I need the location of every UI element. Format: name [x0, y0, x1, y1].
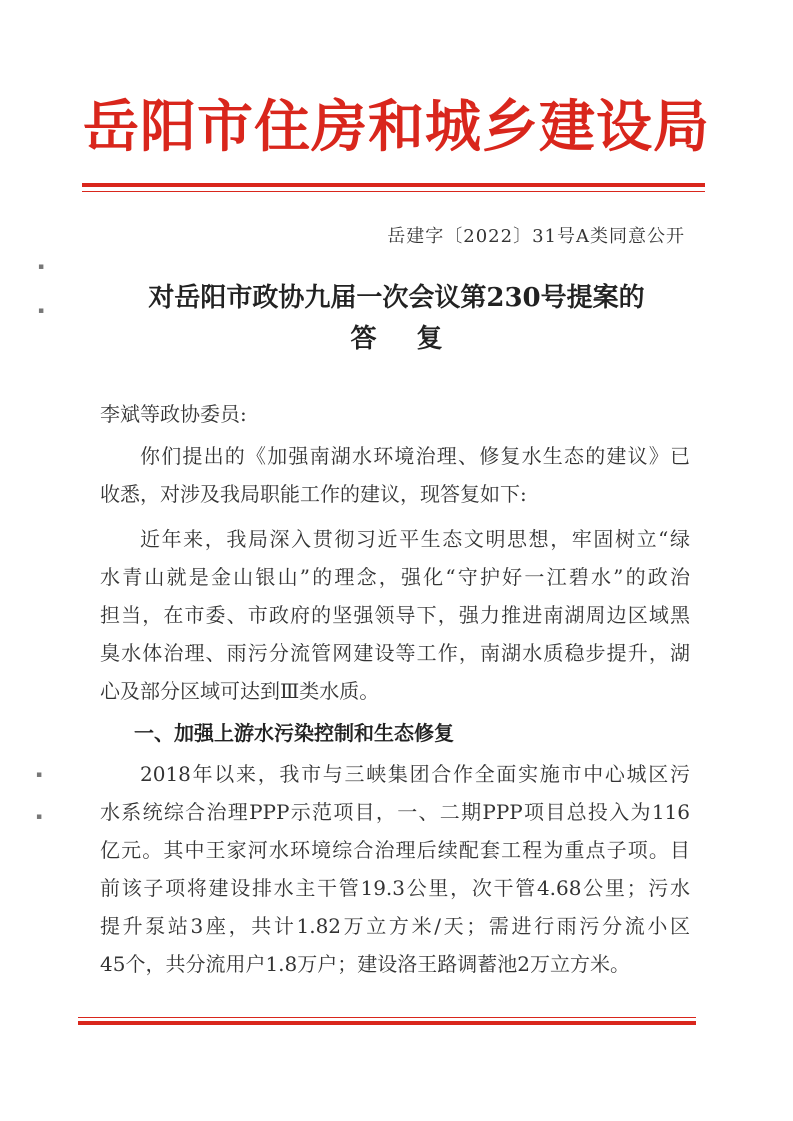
document-number: 岳建字〔2022〕31号A类同意公开	[387, 226, 685, 247]
paragraph-line: 提升泵站3座，共计1.82万立方米/天；需进行雨污分流小区	[100, 914, 690, 938]
header-red-rule-thin	[82, 191, 705, 192]
paragraph-line: 水青山就是金山银山”的理念，强化“守护好一江碧水”的政治	[100, 565, 690, 589]
document-title-line1: 对岳阳市政协九届一次会议第230号提案的	[148, 283, 645, 313]
binding-mark: ▪	[38, 262, 45, 272]
binding-mark: ▪	[36, 812, 43, 822]
binding-mark: ▪	[36, 770, 43, 780]
salutation	[100, 395, 690, 433]
organization-header: 岳阳市住房和城乡建设局	[83, 94, 710, 160]
paragraph-line: 前该子项将建设排水主干管19.3公里，次干管4.68公里；污水	[100, 876, 690, 900]
document-title-line2: 答复	[350, 324, 483, 354]
footer-red-rule-thick	[78, 1021, 696, 1025]
salutation-text: 李斌等政协委员:	[100, 402, 247, 426]
paragraph-line: 收悉，对涉及我局职能工作的建议，现答复如下:	[100, 482, 527, 506]
binding-mark: ▪	[38, 306, 45, 316]
paragraph-line: 亿元。其中王家河水环境综合治理后续配套工程为重点子项。目	[100, 838, 690, 862]
paragraph-line: 水系统综合治理PPP示范项目，一、二期PPP项目总投入为116	[100, 800, 690, 824]
footer-red-rule-thin	[78, 1017, 696, 1018]
header-red-rule-thick	[82, 183, 705, 187]
paragraph-line: 45个，共分流用户1.8万户；建设洛王路调蓄池2万立方米。	[100, 952, 630, 976]
paragraph-line: 2018年以来，我市与三峡集团合作全面实施市中心城区污	[140, 762, 690, 786]
paragraph-line: 心及部分区域可达到Ⅲ类水质。	[100, 679, 380, 703]
paragraph-line: 近年来，我局深入贯彻习近平生态文明思想，牢固树立“绿	[140, 527, 690, 551]
paragraph-line: 你们提出的《加强南湖水环境治理、修复水生态的建议》已	[140, 444, 690, 468]
paragraph-line: 担当，在市委、市政府的坚强领导下，强力推进南湖周边区域黑	[100, 603, 690, 627]
section-heading-1: 一、加强上游水污染控制和生态修复	[134, 721, 454, 745]
paragraph-line: 臭水体治理、雨污分流管网建设等工作，南湖水质稳步提升，湖	[100, 641, 690, 665]
paragraph-2	[100, 520, 690, 710]
paragraph-1	[100, 437, 690, 513]
section-1-paragraph	[100, 755, 690, 983]
